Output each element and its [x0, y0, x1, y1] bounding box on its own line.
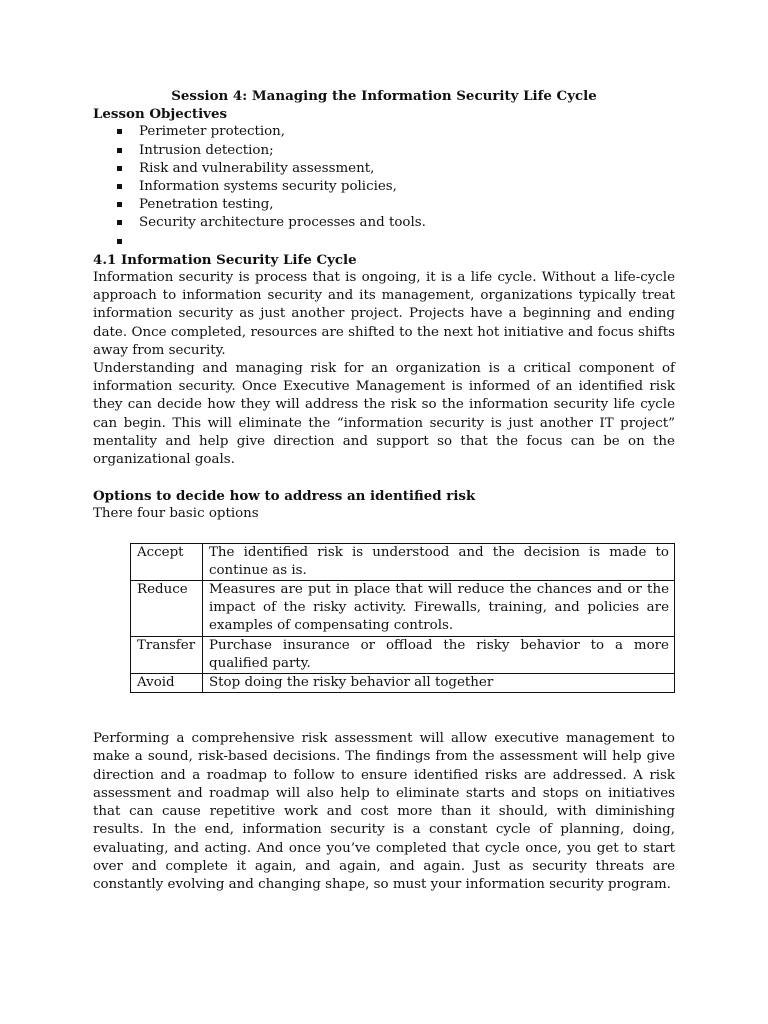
option-description: Measures are put in place that will reduce the chances and or the impact of the risky activity. Firewalls, training, and policies are examples of compensating controls.: [203, 581, 675, 637]
table-row: [131, 636, 675, 673]
list-item: Intrusion detection;: [117, 142, 675, 160]
option-description: Purchase insurance or offload the risky behavior to a more qualified party.: [203, 636, 675, 673]
option-name: Transfer: [131, 636, 203, 673]
table-row: [131, 581, 675, 637]
table-row: [131, 674, 675, 693]
list-item: Penetration testing,: [117, 196, 675, 214]
options-table: [130, 543, 675, 694]
paragraph-risk: Understanding and managing risk for an organization is a critical component of information security. Once Executive Management is informed of an identified risk they can decide how they will address the risk so the information security life cycle can begin. This will eliminate the “information security is just another IT project” mentality and help give direction and support so that the focus can be on the organizational goals.: [93, 361, 675, 468]
option-description: Stop doing the risky behavior all together: [203, 674, 675, 693]
list-item: Security architecture processes and tools.: [117, 214, 675, 232]
paragraph-life-cycle: Information security is process that is ongoing, it is a life cycle. Without a life-cycle approach to information security and its management, organizations typically treat information security as just another project. Projects have a beginning and ending date. Once completed, resources are shifted to the next hot initiative and focus shifts away from security.: [93, 270, 675, 358]
paragraph-closing: Performing a comprehensive risk assessment will allow executive management to make a sound, risk-based decisions. The findings from the assessment will help give direction and a roadmap to follow to ensure identified risks are addressed. A risk assessment and roadmap will also help to eliminate starts and stops on initiatives that can cause repetitive work and cost more than it should, with diminishing results. In the end, information security is a constant cycle of planning, doing, evaluating, and acting. And once you’ve completed that cycle once, you get to start over and complete it again, and again, and again. Just as security threats are constantly evolving and changing shape, so must your information security program.: [93, 731, 675, 892]
spacer: [93, 469, 675, 487]
list-item: Risk and vulnerability assessment,: [117, 160, 675, 178]
table-row: [131, 543, 675, 580]
page-title: Session 4: Managing the Information Security Life Cycle: [171, 88, 597, 104]
option-name: Avoid: [131, 674, 203, 693]
option-description: The identified risk is understood and the decision is made to continue as is.: [203, 543, 675, 580]
options-intro: There four basic options: [93, 506, 259, 522]
list-item-empty: [117, 233, 675, 251]
list-item: Perimeter protection,: [117, 123, 675, 141]
option-name: Accept: [131, 543, 203, 580]
option-name: Reduce: [131, 581, 203, 637]
objectives-heading: Lesson Objectives: [93, 106, 227, 123]
options-heading: Options to decide how to address an identified risk: [93, 488, 476, 505]
section-heading: 4.1 Information Security Life Cycle: [93, 251, 357, 268]
list-item: Information systems security policies,: [117, 178, 675, 196]
document-body: [93, 87, 675, 894]
objectives-list: [93, 123, 675, 250]
